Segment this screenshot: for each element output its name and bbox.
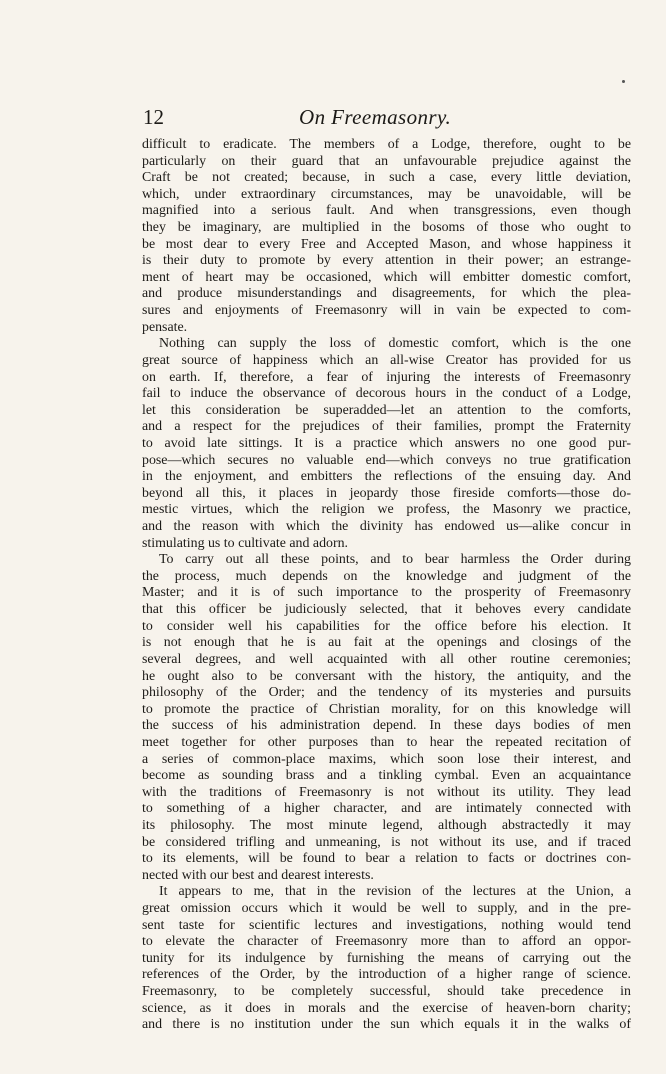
text-line: philosophy of the Order; and the tendency of its mysteries and pursuits: [142, 685, 631, 701]
text-line: It appears to me, that in the revision of the lectures at the Union, a: [159, 884, 631, 900]
text-line: science, as it does in morals and the exercise of heaven-born charity;: [142, 1000, 631, 1016]
text-line: is not enough that he is au fait at the openings and closings of the: [142, 635, 631, 651]
page-header: [139, 104, 631, 134]
text-line: the process, much depends on the knowledge and judgment of the: [142, 568, 631, 584]
paragraph: [142, 884, 631, 1033]
text-line: to its elements, will be found to bear a relation to facts or doctrines con-: [142, 851, 631, 867]
text-line: in the enjoyment, and embitters the reflections of the ensuing day. And: [142, 469, 631, 485]
text-line: is their duty to promote by every attention in their power; an estrange-: [142, 253, 631, 269]
text-line: be considered trifling and unmeaning, is not without its use, and if traced: [142, 834, 631, 850]
text-line: nected with our best and dearest interests.: [142, 867, 374, 883]
text-line: To carry out all these points, and to bear harmless the Order during: [159, 552, 631, 568]
text-line: great omission occurs which it would be well to supply, and in the pre-: [142, 901, 631, 917]
text-line: beyond all this, it places in jeopardy those fireside comforts—those do-: [142, 485, 631, 501]
text-line: and produce misunderstandings and disagreements, for which the plea-: [142, 286, 631, 302]
text-line: pensate.: [142, 319, 188, 335]
text-line: become as sounding brass and a tinkling cymbal. Even an acquaintance: [142, 768, 631, 784]
text-line: and the reason with which the divinity has endowed us—alike concur in: [142, 519, 631, 535]
paragraph: [142, 552, 631, 884]
text-line: on earth. If, therefore, a fear of injuring the interests of Freemasonry: [142, 369, 631, 385]
text-line: Craft be not created; because, in such a case, every little deviation,: [142, 170, 631, 186]
text-line: a series of common-place maxims, which soon lose their interest, and: [142, 751, 631, 767]
text-line: Freemasonry, to be completely successful, should take precedence in: [142, 984, 631, 1000]
text-line: and there is no institution under the sun which equals it in the walks of: [142, 1017, 631, 1033]
text-line: he ought also to be conversant with the history, the antiquity, and the: [142, 668, 631, 684]
text-line: several degrees, and well acquainted with all other routine ceremonies;: [142, 651, 631, 667]
text-line: that this officer be judiciously selected, that it behoves every candidate: [142, 602, 631, 618]
text-line: which, under extraordinary circumstances, may be unavoidable, will be: [142, 186, 631, 202]
text-line: tunity for its indulgence by furnishing the means of carrying out the: [142, 950, 631, 966]
text-line: with the traditions of Freemasonry is not without its utility. They lead: [142, 784, 631, 800]
text-line: references of the Order, by the introduction of a higher range of science.: [142, 967, 631, 983]
text-line: sent taste for scientific lectures and investigations, nothing would tend: [142, 917, 631, 933]
text-line: fail to induce the observance of decorous hours in the conduct of a Lodge,: [142, 386, 631, 402]
text-line: Nothing can supply the loss of domestic comfort, which is the one: [159, 336, 631, 352]
text-line: the success of his administration depend. In these days bodies of men: [142, 718, 631, 734]
body-text: [142, 137, 631, 1034]
text-line: sures and enjoyments of Freemasonry will in vain be expected to com-: [142, 303, 631, 319]
running-head: On Freemasonry.: [299, 105, 452, 129]
text-line: Master; and it is of such importance to the prosperity of Freemasonry: [142, 585, 631, 601]
text-line: to something of a higher character, and are intimately connected with: [142, 801, 631, 817]
text-line: pose—which secures no valuable end—which conveys no true gratification: [142, 452, 631, 468]
text-line: magnified into a serious fault. And when transgressions, even though: [142, 203, 631, 219]
text-line: they be imaginary, are multiplied in the bosoms of those who ought to: [142, 220, 631, 236]
paragraph: [142, 336, 631, 552]
paragraph: [142, 137, 631, 336]
page-number: 12: [143, 105, 164, 129]
text-line: be most dear to every Free and Accepted Mason, and whose happiness it: [142, 236, 631, 252]
text-line: great source of happiness which an all-wise Creator has provided for us: [142, 352, 631, 368]
text-line: to promote the practice of Christian morality, for on this knowledge will: [142, 701, 631, 717]
text-line: to elevate the character of Freemasonry more than to afford an oppor-: [142, 934, 631, 950]
text-line: to avoid late sittings. It is a practice which answers no one good pur-: [142, 435, 631, 451]
stray-ink-mark: [622, 80, 625, 83]
text-line: stimulating us to cultivate and adorn.: [142, 535, 349, 551]
text-line: difficult to eradicate. The members of a Lodge, therefore, ought to be: [142, 137, 631, 152]
text-line: and a respect for the prejudices of their families, prompt the Fraternity: [142, 419, 631, 435]
text-line: ment of heart may be occasioned, which will embitter domestic comfort,: [142, 269, 631, 285]
text-line: particularly on their guard that an unfavourable prejudice against the: [142, 153, 631, 169]
text-line: mestic virtues, which the religion we profess, the Masonry we practice,: [142, 502, 631, 518]
text-line: meet together for other purposes than to hear the repeated recitation of: [142, 734, 631, 750]
text-line: to consider well his capabilities for the office before his election. It: [142, 618, 631, 634]
text-line: its philosophy. The most minute legend, although abstractedly it may: [142, 817, 631, 833]
text-line: let this consideration be superadded—let an attention to the comforts,: [142, 402, 631, 418]
